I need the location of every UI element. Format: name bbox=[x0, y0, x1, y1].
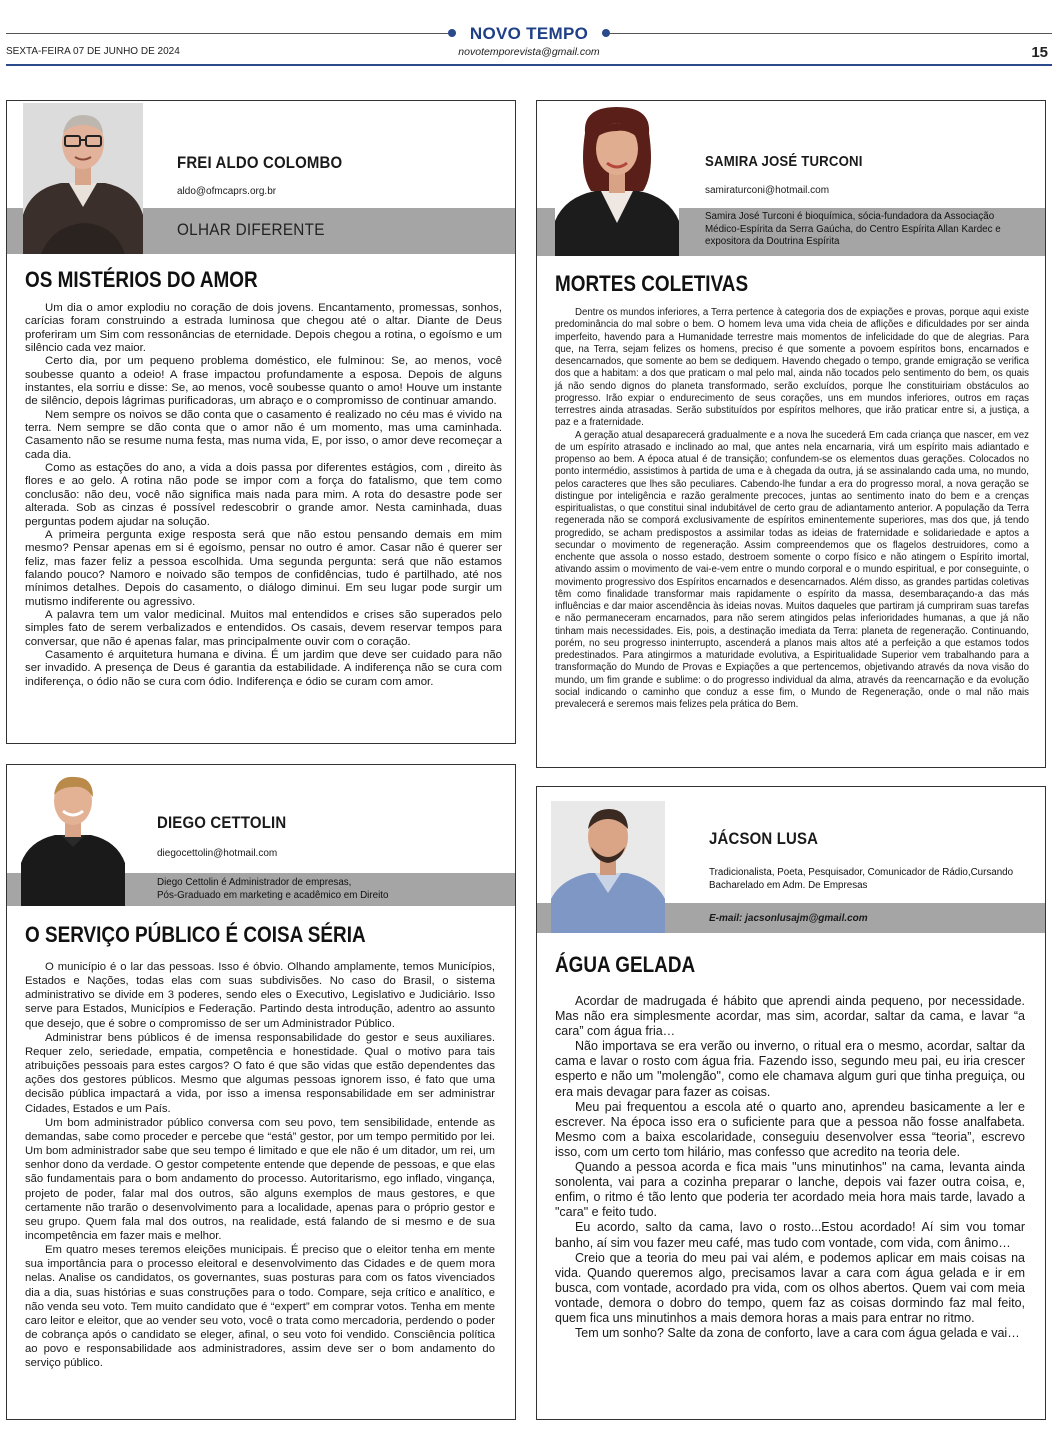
paragraph: A primeira pergunta exige resposta será que não estou pensando demais em mim mesmo? Pensar apenas em si é egoísmo, pensar no outro é amor. Casar não é querer ser feliz, mas fazer feliz a pessoa escolhida. Uma segunda pergunta: será que não estamos falando pouco? Namoro e noivado são tempos de confidências, tudo é partilhado, até nos mínimos detalhes. Depois do casamento, o diálogo diminui. Em seu lugar pode surgir um mutismo indiferente ou agressivo. bbox=[25, 528, 502, 608]
author-bio-line: Bacharelado em Adm. De Empresas bbox=[709, 880, 868, 891]
paragraph: Casamento é arquitetura humana e divina. É um jardim que deve ser cuidado para não ser invadido. A presença de Deus é garantia da estabilidade. A indiferença não se cura com indiferença, o ódio não se cura com ódio. Indiferença e ódio se curam com amor. bbox=[25, 648, 502, 688]
paragraph: Eu acordo, salto da cama, lavo o rosto...Estou acordado! Aí sim vou tomar banho, aí sim vou fazer meu café, mas tudo com vontade, com vida, com ânimo… bbox=[555, 1220, 1025, 1250]
article-headline: MORTES COLETIVAS bbox=[555, 271, 749, 296]
paragraph: Nem sempre os noivos se dão conta que o casamento é realizado no céu mas é vivido na terra. Nem sempre se dão conta que o amor não é um momento, mas uma caminhada. Casamento não se resume numa festa, mas numa vida, E, por isso, o amor deve recomeçar a cada dia. bbox=[25, 408, 502, 461]
masthead-dot-icon bbox=[602, 29, 610, 37]
masthead-underline bbox=[6, 64, 1052, 66]
paragraph: Dentre os mundos inferiores, a Terra pertence à categoria dos de expiações e provas, porque aqui existe predominância do mal sobre o bem. O homem leva uma vida cheia de aflições e dificuldades por ser ainda imperfeito, havendo para a Humanidade terrestre mais momentos de infelicidade do que de alegrias. Para que, na Terra, sejam felizes os homens, preciso é que somente a povoem espíritos bons, encarnados e desencarnados, que somente ao bem se dediquem. Havendo chegado o tempo, grande emigração se verifica dos que a habitam: a dos que praticam o mal pelo mal, ainda não tocados pelo sentimento do bem, os quais já não sendo dignos do planeta transformado, serão excluídos, porque lhe constituiriam obstáculos ao progresso. Irão expiar o endurecimento de seus corações, uns em mundos inferiores, outros em raças terrestres ainda atrasadas. Serão substituídos por espíritos melhores, que irão praticar entre si, a justiça, a paz e a fraternidade. bbox=[555, 307, 1029, 429]
author-photo bbox=[555, 103, 679, 256]
paragraph: Meu pai frequentou a escola até o quarto ano, aprendeu basicamente a ler e escrever. Na época isso era o suficiente para que a pessoa não fosse analfabeta. Mesmo com a baixa escolaridade, conseguiu desenvolver essa “teoria”, escrevo isso, com um certo tom hilário, mas confesso que acredito na teoria dele. bbox=[555, 1099, 1025, 1159]
article-headline: ÁGUA GELADA bbox=[555, 952, 696, 977]
article-body bbox=[555, 307, 1029, 711]
author-photo bbox=[21, 771, 125, 906]
author-name: DIEGO CETTOLIN bbox=[157, 813, 287, 832]
author-name: SAMIRA JOSÉ TURCONI bbox=[705, 153, 863, 170]
author-bio: Samira José Turconi é bioquímica, sócia-fundadora da Associação Médico-Espírita da Serra Gaúcha, do Centro Espírita Allan Kardec e expositora da Doutrina Espírita bbox=[705, 211, 1001, 247]
article-body bbox=[555, 994, 1025, 1341]
author-email: diegocettolin@hotmail.com bbox=[157, 848, 278, 859]
author-photo bbox=[551, 801, 665, 933]
article-samira-turconi bbox=[536, 100, 1046, 768]
author-email: samiraturconi@hotmail.com bbox=[705, 185, 830, 196]
paragraph: Quando a pessoa acorda e fica mais "uns minutinhos" na cama, levanta ainda sonolenta, vai para a cozinha preparar o lanche, depois vai fazer outra coisa, e, enfim, o ritmo é tão lento que poderia ter acordado meia hora mais tarde, lavado a "cara" e feito tudo. bbox=[555, 1160, 1025, 1220]
article-diego-cettolin bbox=[6, 764, 516, 1420]
author-bio-line: Tradicionalista, Poeta, Pesquisador, Comunicador de Rádio,Cursando bbox=[709, 867, 1014, 878]
author-bio-line: Pós-Graduado em marketing e acadêmico em Direito bbox=[157, 890, 389, 901]
paragraph: O município é o lar das pessoas. Isso é óbvio. Olhando amplamente, temos Municípios, Estados e Nações, todas elas com suas subdivisões. No caso do Brasil, o sistema administrativo se divide em 3 poderes, sendo eles o Executivo, Legislativo e Judiciário. Isso serve para Estados, Municípios e Federação. Partindo desta introdução, adentro ao assunto que desejo, que é sobre o compromisso de ser um Administrador Público. bbox=[25, 961, 495, 1030]
article-headline: O SERVIÇO PÚBLICO É COISA SÉRIA bbox=[25, 922, 366, 947]
author-email: E-mail: jacsonlusajm@gmail.com bbox=[709, 913, 868, 924]
article-aldo-colombo bbox=[6, 100, 516, 744]
author-photo bbox=[23, 103, 143, 254]
article-headline: OS MISTÉRIOS DO AMOR bbox=[25, 267, 258, 292]
author-bio-line: Diego Cettolin é Administrador de empresas, bbox=[157, 877, 352, 888]
paragraph: Como as estações do ano, a vida a dois passa por diferentes estágios, com , direito às flores e ao gelo. A rotina não pode se impor com a força do fatalismo, que tem como conclusão: não deu, você não significa mais nada para mim. A rota do desastre pode ser alterada. Sob as cinzas é possível redescobrir o grande amor. Nesta caminhada, duas perguntas podem ajudar na solução. bbox=[25, 462, 502, 528]
paragraph: A geração atual desaparecerá gradualmente e a nova lhe sucederá Em cada criança que nascer, em vez de um espírito atrasado e inclinado ao mal, que antes nela encarnaria, virá um espírito mais adiantado e propenso ao bem. A época atual é de transição; confundem-se os elementos duas gerações. Colocados no ponto intermédio, assistimos à partida de uma e à chegada da outra, já se assinalando cada uma, no mundo, pelos caracteres que lhes são peculiares. Cabendo-lhe fundar a era do progresso moral, a nova geração se distingue por inteligência e razão geralmente precoces, juntas ao sentimento inato do bem e a crenças espiritualistas, o que constitui sinal indubitável de certo grau de adiantamento anterior. A população da Terra regenerada não se comporá exclusivamente de espíritos eminentemente superiores, mas dos que, já tendo progredido, se acham predispostos a assimilar todas as ideias de fraternidade e solidariedade e aptos a secundar o movimento de regeneração. Assim compreendemos que os flagelos destruidores, como a enchente que assola o nosso estado, destroem somente o corpo físico e não atingem o Espírito imortal, ativando assim o movimento de vai-e-vem entre o mundo corporal e o mundo espiritual, e por conseguinte, o movimento progressivo dos Espíritos encarnados e desencarnados. Além disso, as grandes partidas coletivas têm como finalidade transformar mais rapidamente o espírito da massa, desembaraçando-a das más influências e dar maior ascendência às ideias novas. Muitos daqueles que partiram já cumpriram suas tarefas e não permaneceram encarnados, para não serem atingidos pelas inferioridades humanas, a que já não tinham mais necessidades. Eis, pois, a destinação imediata da Terra: planeta de regeneração. Continuando, porém, no seu progresso ininterrupto, ascenderá a planos mais altos até a perfeição a que estamos todos predestinados. Para atingirmos a maturidade evolutiva, a Espiritualidade Superior vem trabalhando para a transformação do Mundo de Provas e Expiações a que pertencemos, objetivando através da nova visão do mundo, um fim grande e sublime: o do progresso individual da alma, através da reencarnação e da evolução social indicando o caminho que conduz a esse fim, o Mundo de Regeneração, onde o mal não mais prevalecerá e seremos mais felizes pela prática do Bem. bbox=[555, 429, 1029, 710]
masthead-dot-icon bbox=[448, 29, 456, 37]
author-email: aldo@ofmcaprs.org.br bbox=[177, 186, 277, 197]
page-number: 15 bbox=[1031, 44, 1048, 61]
author-name: FREI ALDO COLOMBO bbox=[177, 153, 343, 172]
paragraph: Um dia o amor explodiu no coração de dois jovens. Encantamento, promessas, sonhos, carícias foram construindo a estrada luminosa que chegou até o altar. Diante de Deus proferiram um Sim com ressonâncias de eternidade. Depois chegou a rotina, o egoísmo e um silêncio cada vez maior. bbox=[25, 302, 502, 355]
paragraph: Certo dia, por um pequeno problema doméstico, ele fulminou: Se, ao menos, você soubesse quanto a odeio! A frase impactou profundamente a esposa. Depois de alguns instantes, ela sorriu e disse: Se, ao menos, você soubesse quanto o amo! Houve um instante de silêncio, depois lágrimas purificadoras, um abraço e o compromisso de continuar amando. bbox=[25, 355, 502, 408]
paragraph: Acordar de madrugada é hábito que aprendi ainda pequeno, por necessidade. Mas não era simplesmente acordar, mas sim, acordar, saltar da cama, e lavar “a cara” com água fria… bbox=[555, 994, 1025, 1039]
issue-date: SEXTA-FEIRA 07 DE JUNHO DE 2024 bbox=[6, 46, 180, 57]
author-name: JÁCSON LUSA bbox=[709, 829, 819, 848]
paper-email: novotemporevista@gmail.com bbox=[458, 46, 600, 58]
paragraph: Administrar bens públicos é de imensa responsabilidade do gestor e seus auxiliares. Requer zelo, seriedade, empatia, competência e honestidade. Qual o motivo para tais atribuições pessoais para estes cargos? O fato é que são vidas que estão dependentes das ações dos gestores públicos. Mesmo que algumas pessoas ignorem isso, é fato que uma decisão pública impactará a vida, por isso a imensa responsabilidade em ser administrar Cidades, Estados e um País. bbox=[25, 1031, 495, 1115]
paragraph: Tem um sonho? Salte da zona de conforto, lave a cara com água gelada e vai… bbox=[575, 1326, 1020, 1341]
column-name: OLHAR DIFERENTE bbox=[177, 220, 325, 239]
paragraph: Creio que a teoria do meu pai vai além, e podemos aplicar em mais coisas na vida. Quando queremos algo, precisamos lavar a cara com água gelada e ir em busca, com vontade, acordado pra vida, com os olhos abertos. Quem vai com meia vontade, demora o dobro do tempo, quem faz as coisas dormindo faz mal feito, quem fica uns minutinhos a mais demora horas a mais para entrar no ritmo. bbox=[555, 1250, 1025, 1325]
paragraph: Em quatro meses teremos eleições municipais. É preciso que o eleitor tenha em mente sua importância para o processo eleitoral e desenvolvimento das Cidades e de quem mora nelas. Analise os candidatos, os governantes, suas posturas para com os fatos vivenciados dia a dia, suas histórias e suas construções para o todo. Compare, seja crítico e analítico, e não venda seu voto. Tem muito candidato que é “expert” em comprar votos. Tenha em mente caro leitor e eleitor, que ao vender seu voto, você o trata como mercadoria, perdendo o poder de cobrança após o candidato se eleger, afinal, o seu voto foi vendido. Consciência política ao povo e responsabilidade aos administradores, assim deve ser o bom andamento do serviço público. bbox=[25, 1244, 495, 1370]
paper-name: NOVO TEMPO bbox=[0, 24, 1058, 44]
paragraph: A palavra tem um valor medicinal. Muitos mal entendidos e crises são superados pelo simples fato de serem verbalizados e entendidos. Os casais, devem reservar tempos para conversar, que não é apenas falar, mas principalmente ouvir com o coração. bbox=[25, 608, 502, 648]
article-jacson-lusa bbox=[536, 786, 1046, 1420]
article-body bbox=[25, 302, 502, 689]
paragraph: Um bom administrador público conversa com seu povo, tem sensibilidade, entende as demandas, sabe como proceder e percebe que “está” gestor, por um tempo permitido por lei. Um bom administrador sabe que seu tempo é limitado e que ele não é um ditador, um rei, um senhor dono da verdade. O gestor competente entende que depende de pessoas, e que elas são fundamentais para o bom andamento do processo. Autoritarismo, ego inflado, vingança, projeto de poder, falar mal dos outros, são alguns exemplos de maus gestores, e que certamente não trarão o desenvolvimento para a localidade, apenas para o próprio gestor e seu grupo. Quem fala mal dos outros, na realidade, está falando de si mesmo e de sua incompetência em fazer mais e melhor. bbox=[25, 1116, 495, 1242]
article-body bbox=[25, 960, 495, 1371]
paragraph: Não importava se era verão ou inverno, o ritual era o mesmo, acordar, saltar da cama e lavar o rosto com água fria. Fazendo isso, segundo meu pai, eu iria crescer esperto e não um "molengão", como ele chamava algum guri que tinha preguiça, ou era mais devagar para fazer as coisas. bbox=[555, 1039, 1025, 1099]
